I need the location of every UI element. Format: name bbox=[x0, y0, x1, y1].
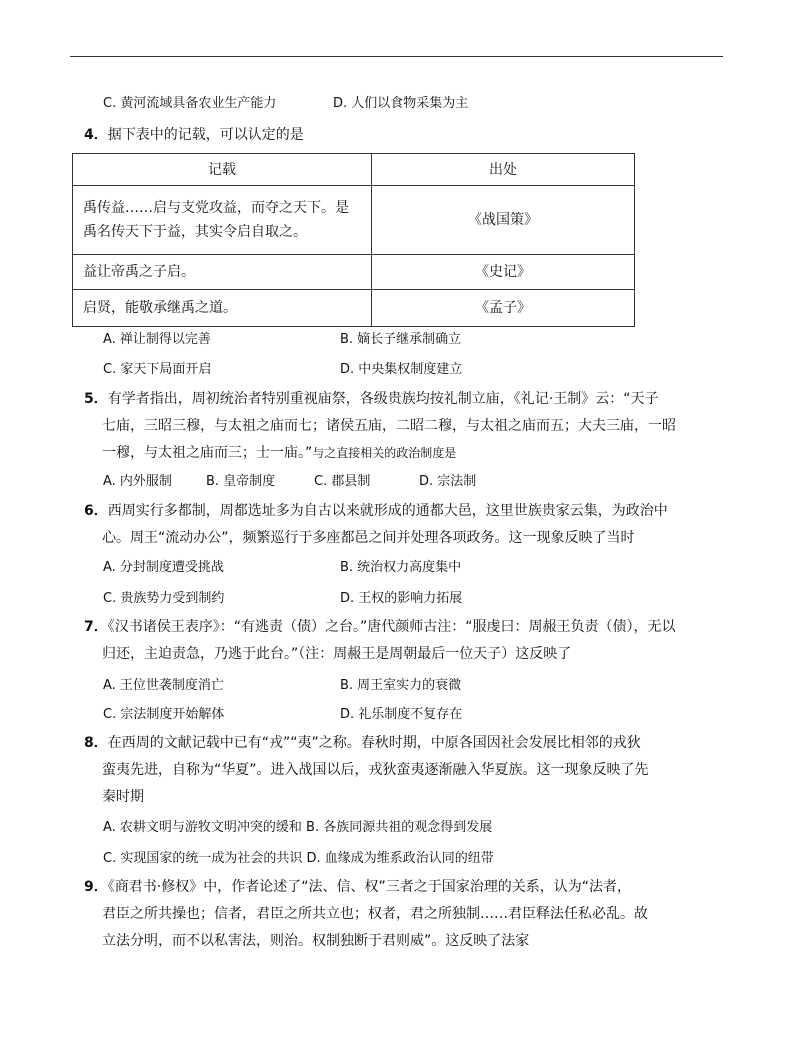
question-6-line1 bbox=[84, 501, 668, 521]
table-row bbox=[73, 186, 635, 255]
question-9-line3: 立法分明，而不以私害法，则治。权制独断于君则威”。这反映了法家 bbox=[102, 933, 530, 949]
q7-option-d: D. 礼乐制度不复存在 bbox=[340, 707, 463, 722]
question-text: 《汉书诸侯王表序》：“有逃责（债）之台。”唐代颜师古注：“服虔曰：周赧王负责（债），无以 bbox=[107, 619, 676, 635]
q6-option-a: A. 分封制度遭受挑战 bbox=[103, 560, 224, 575]
q7-option-a: A. 王位世袭制度消亡 bbox=[103, 678, 224, 693]
q7-option-b: B. 周王室实力的衰微 bbox=[340, 678, 462, 693]
question-8-line2: 蛮夷先进，自称为“华夏”。进入战国以后，戎狄蛮夷逐渐融入华夏族。这一现象反映了先 bbox=[102, 762, 649, 778]
question-5-line3 bbox=[102, 443, 456, 463]
q4-option-c: C. 家天下局面开启 bbox=[103, 362, 212, 377]
question-4 bbox=[84, 125, 304, 145]
q8-options-ab: A. 农耕文明与游牧文明冲突的缓和 B. 各族同源共祖的观念得到发展 bbox=[103, 820, 493, 835]
source-cell: 《战国策》 bbox=[372, 186, 635, 255]
records-table bbox=[72, 153, 635, 327]
record-cell: 启贤，能敬承继禹之道。 bbox=[73, 290, 372, 327]
question-text: 《商君书·修权》中，作者论述了“法、信、权”三者之于国家治理的关系，认为“法者， bbox=[107, 879, 631, 895]
q3-option-d: D. 人们以食物采集为主 bbox=[333, 96, 469, 111]
question-number: 8． bbox=[84, 735, 108, 751]
table-header-row bbox=[73, 154, 635, 186]
q8-options-cd: C. 实现国家的统一成为社会的共识 D. 血缘成为维系政治认同的纽带 bbox=[103, 851, 494, 866]
header-record: 记载 bbox=[73, 154, 372, 186]
q6-option-d: D. 王权的影响力拓展 bbox=[340, 591, 463, 606]
record-cell bbox=[73, 186, 372, 255]
question-number: 6． bbox=[84, 503, 108, 519]
question-number: 5． bbox=[84, 391, 108, 407]
question-number: 9． bbox=[84, 879, 108, 895]
header-rule bbox=[70, 56, 723, 57]
table-row bbox=[73, 255, 635, 290]
q3-option-c: C. 黄河流域具备农业生产能力 bbox=[103, 96, 277, 111]
question-number: 7． bbox=[84, 619, 108, 635]
question-7-line1 bbox=[84, 617, 676, 637]
question-5-line1 bbox=[84, 389, 658, 409]
question-7-line2: 归还，主迫责急，乃逃于此台。”（注：周赧王是周朝最后一位天子）这反映了 bbox=[102, 646, 572, 662]
q5-option-c: C. 郡县制 bbox=[314, 474, 371, 489]
q5-option-d: D. 宗法制 bbox=[419, 474, 477, 489]
q5-option-b: B. 皇帝制度 bbox=[206, 474, 276, 489]
q6-option-b: B. 统治权力高度集中 bbox=[340, 560, 462, 575]
question-text: 有学者指出，周初统治者特别重视庙祭，各级贵族均按礼制立庙，《礼记·王制》云：“天子 bbox=[107, 391, 659, 407]
q5-option-a: A. 内外服制 bbox=[103, 474, 172, 489]
question-number: 4． bbox=[84, 127, 108, 143]
table-row bbox=[73, 290, 635, 327]
record-line: 禹名传天下于益，其实令启自取之。 bbox=[83, 224, 307, 240]
question-text: 一穆，与太祖之庙而三；士一庙。” bbox=[102, 445, 313, 461]
question-6-line2: 心。周王“流动办公”，频繁巡行于多座都邑之间并处理各项政务。这一现象反映了当时 bbox=[102, 530, 635, 546]
question-stem: 据下表中的记载，可以认定的是 bbox=[107, 127, 304, 143]
question-text: 在西周的文献记载中已有“戎”“夷”之称。春秋时期，中原各国因社会发展比相邻的戎狄 bbox=[107, 735, 641, 751]
question-text: 与之直接相关的政治制度是 bbox=[312, 446, 457, 460]
question-8-line1 bbox=[84, 733, 641, 753]
record-cell: 益让帝禹之子启。 bbox=[73, 255, 372, 290]
record-line: 禹传益……启与支党攻益，而夺之天下。是 bbox=[83, 200, 349, 216]
question-8-line3: 秦时期 bbox=[102, 789, 144, 805]
q4-option-a: A. 禅让制得以完善 bbox=[103, 332, 211, 347]
source-cell: 《史记》 bbox=[372, 255, 635, 290]
question-9-line2: 君臣之所共操也；信者，君臣之所共立也；权者，君之所独制……君臣释法任私必乱。故 bbox=[102, 906, 648, 922]
q7-option-c: C. 宗法制度开始解体 bbox=[103, 707, 225, 722]
q4-option-b: B. 嫡长子继承制确立 bbox=[340, 332, 462, 347]
question-text: 西周实行多都制，周都选址多为自古以来就形成的通都大邑，这里世族贵家云集，为政治中 bbox=[107, 503, 668, 519]
q6-option-c: C. 贵族势力受到制约 bbox=[103, 591, 225, 606]
question-5-line2: 七庙，三昭三穆，与太祖之庙而七；诸侯五庙，二昭二穆，与太祖之庙而五；大夫三庙，一昭 bbox=[102, 418, 676, 434]
source-cell: 《孟子》 bbox=[372, 290, 635, 327]
q4-option-d: D. 中央集权制度建立 bbox=[340, 362, 463, 377]
header-source: 出处 bbox=[372, 154, 635, 186]
question-9-line1 bbox=[84, 877, 631, 897]
